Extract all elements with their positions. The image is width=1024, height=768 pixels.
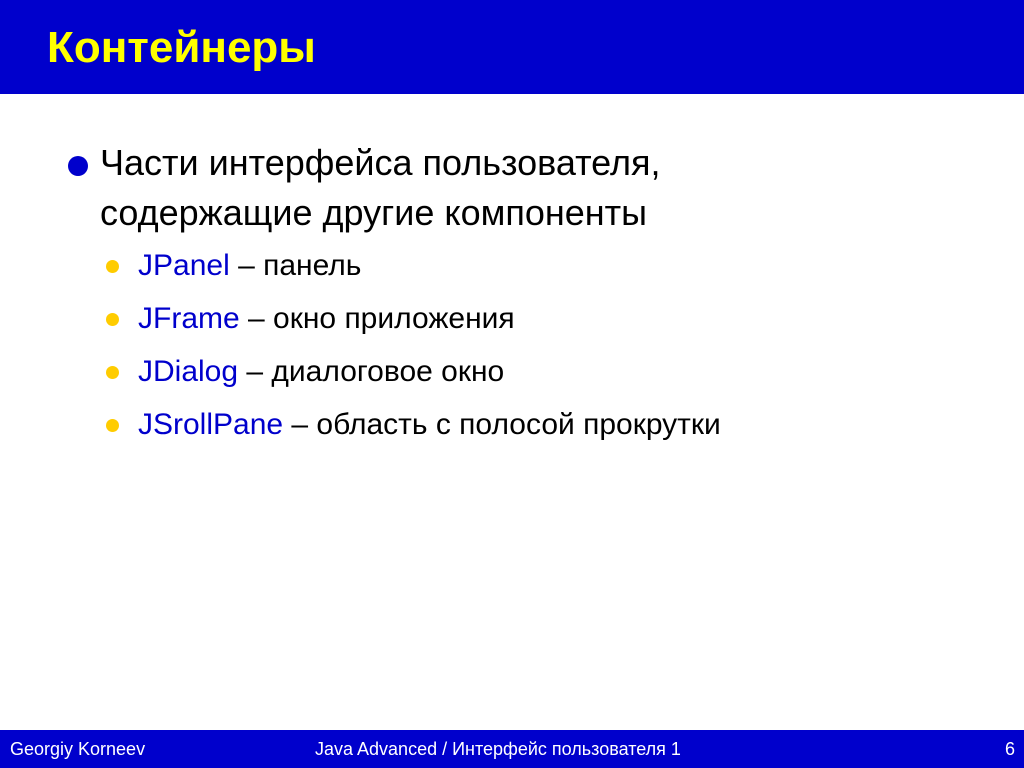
sub-bullet-description: – область с полосой прокрутки: [283, 408, 721, 441]
sub-bullet-icon: [106, 260, 119, 273]
slide-title: Контейнеры: [47, 23, 316, 72]
page-number: 6: [1004, 739, 1015, 759]
footer-bar: [0, 730, 1024, 768]
sub-bullet-description: – диалоговое окно: [238, 355, 505, 388]
sub-bullet-term: JFrame: [138, 302, 240, 335]
sub-bullet-icon: [106, 366, 119, 379]
sub-bullet-icon: [106, 419, 119, 432]
footer-author: Georgiy Korneev: [10, 739, 146, 759]
footer-course-title: Java Advanced / Интерфейс пользователя 1: [315, 739, 681, 759]
sub-bullet-term: JDialog: [138, 355, 239, 388]
main-bullet-icon: [68, 156, 88, 176]
sub-bullet-item: [100, 242, 1000, 295]
sub-bullet-text: [138, 352, 504, 392]
sub-bullet-text: [138, 299, 515, 339]
sub-bullet-list: [100, 242, 1000, 454]
sub-bullet-description: – панель: [229, 249, 362, 282]
sub-bullet-item: [100, 295, 1000, 348]
sub-bullet-term: JPanel: [138, 249, 230, 282]
main-bullet-text: Части интерфейса пользователя, содержащие другие компоненты: [100, 142, 661, 233]
sub-bullet-description: – окно приложения: [239, 302, 515, 335]
sub-bullet-icon: [106, 313, 119, 326]
sub-bullet-text: [138, 405, 721, 445]
sub-bullet-item: [100, 348, 1000, 401]
sub-bullet-text: [138, 246, 361, 286]
sub-bullet-item: [100, 401, 1000, 454]
sub-bullet-term: JSrollPane: [138, 408, 284, 441]
